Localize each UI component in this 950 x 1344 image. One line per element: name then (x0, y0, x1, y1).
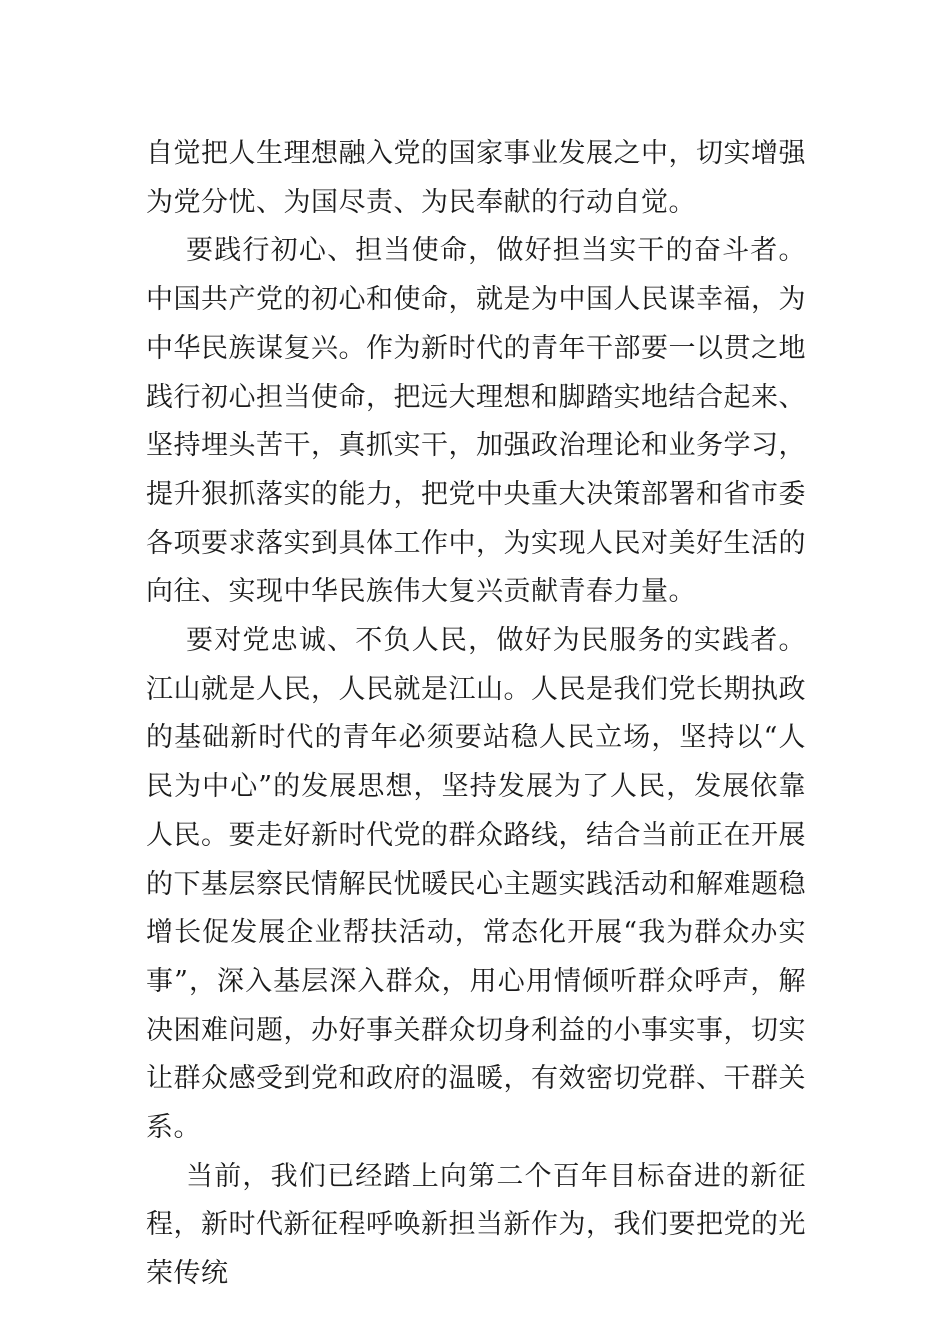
paragraph-serve-people: 要对党忠诚、不负人民，做好为民服务的实践者。江山就是人民，人民就是江山。人民是我们党长期执政的基础新时代的青年必须要站稳人民立场，坚持以“人民为中心”的发展思想，坚持发展为了人民，发展依靠人民。要走好新时代党的群众路线，结合当前正在开展的下基层察民情解民忧暖民心主题实践活动和解难题稳增长促发展企业帮扶活动，常态化开展“我为群众办实事”，深入基层深入群众，用心用情倾听群众呼声，解决困难问题，办好事关群众切身利益的小事实事，切实让群众感受到党和政府的温暖，有效密切党群、干群关系。 (146, 625, 806, 1144)
paragraph-new-journey: 当前，我们已经踏上向第二个百年目标奋进的新征程，新时代新征程呼唤新担当新作为，我们要把党的光荣传统 (146, 1160, 806, 1290)
paragraph-continuation: 自觉把人生理想融入党的国家事业发展之中，切实增强为党分忧、为国尽责、为民奉献的行动自觉。 (146, 138, 806, 218)
document-body (146, 130, 806, 1299)
paragraph-practice-mission: 要践行初心、担当使命，做好担当实干的奋斗者。中国共产党的初心和使命，就是为中国人民谋幸福，为中华民族谋复兴。作为新时代的青年干部要一以贯之地践行初心担当使命，把远大理想和脚踏实地结合起来、坚持埋头苦干，真抓实干，加强政治理论和业务学习，提升狠抓落实的能力，把党中央重大决策部署和省市委各项要求落实到具体工作中，为实现人民对美好生活的向往、实现中华民族伟大复兴贡献青春力量。 (146, 235, 806, 608)
